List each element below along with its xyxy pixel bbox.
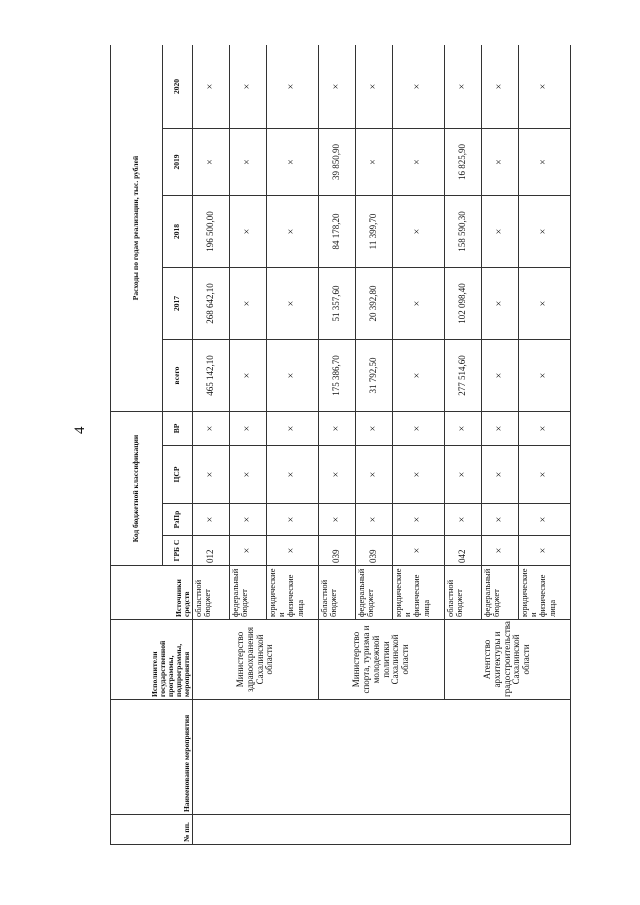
header-2019: 2019 bbox=[163, 129, 193, 196]
y2020-cell: × bbox=[393, 45, 445, 129]
document-sheet bbox=[110, 45, 610, 845]
csr-cell: × bbox=[267, 446, 319, 504]
y2019-cell: × bbox=[356, 129, 393, 196]
cell-num bbox=[193, 815, 571, 845]
source-cell: областной бюджет bbox=[445, 566, 482, 620]
y2017-cell: 20 392,80 bbox=[356, 268, 393, 340]
y2019-cell: 16 825,90 bbox=[445, 129, 482, 196]
y2020-cell: × bbox=[193, 45, 230, 129]
grbs-cell: 012 bbox=[193, 536, 230, 566]
y2017-cell: × bbox=[230, 268, 267, 340]
y2017-cell: 102 098,40 bbox=[445, 268, 482, 340]
y2018-cell: × bbox=[482, 196, 519, 268]
header-num: № пп. bbox=[111, 815, 193, 845]
rzpr-cell: × bbox=[445, 504, 482, 536]
vr-cell: × bbox=[193, 412, 230, 446]
vr-cell: × bbox=[445, 412, 482, 446]
header-vr: ВР bbox=[163, 412, 193, 446]
rzpr-cell: × bbox=[519, 504, 571, 536]
y2018-cell: × bbox=[519, 196, 571, 268]
header-total: всего bbox=[163, 340, 193, 412]
y2017-cell: × bbox=[393, 268, 445, 340]
header-2017: 2017 bbox=[163, 268, 193, 340]
grbs-cell: 039 bbox=[356, 536, 393, 566]
rzpr-cell: × bbox=[319, 504, 356, 536]
csr-cell: × bbox=[445, 446, 482, 504]
header-executor: Исполнители государственной программы, подпрограммы, мероприятия bbox=[111, 620, 193, 700]
total-cell: 31 792,50 bbox=[356, 340, 393, 412]
rotated-table-container bbox=[110, 45, 610, 845]
table-row bbox=[193, 45, 230, 845]
expenses-table bbox=[110, 45, 571, 845]
y2019-cell: × bbox=[393, 129, 445, 196]
rzpr-cell: × bbox=[393, 504, 445, 536]
page-number: 4 bbox=[72, 426, 88, 434]
rzpr-cell: × bbox=[193, 504, 230, 536]
y2018-cell: 196 500,00 bbox=[193, 196, 230, 268]
grbs-cell: 042 bbox=[445, 536, 482, 566]
csr-cell: × bbox=[193, 446, 230, 504]
total-cell: × bbox=[267, 340, 319, 412]
y2020-cell: × bbox=[267, 45, 319, 129]
csr-cell: × bbox=[230, 446, 267, 504]
source-cell: федеральный бюджет bbox=[482, 566, 519, 620]
y2017-cell: × bbox=[519, 268, 571, 340]
executor-cell: Министерство спорта, туризма и молодежной политики Сахалинской области bbox=[319, 620, 445, 700]
header-2018: 2018 bbox=[163, 196, 193, 268]
grbs-cell: × bbox=[482, 536, 519, 566]
csr-cell: × bbox=[482, 446, 519, 504]
total-cell: 465 142,10 bbox=[193, 340, 230, 412]
header-2020: 2020 bbox=[163, 45, 193, 129]
header-name: Наименование мероприятия bbox=[111, 700, 193, 815]
y2019-cell: × bbox=[230, 129, 267, 196]
y2018-cell: 11 399,70 bbox=[356, 196, 393, 268]
rzpr-cell: × bbox=[267, 504, 319, 536]
y2018-cell: × bbox=[267, 196, 319, 268]
total-cell: × bbox=[519, 340, 571, 412]
y2019-cell: × bbox=[267, 129, 319, 196]
y2020-cell: × bbox=[482, 45, 519, 129]
y2020-cell: × bbox=[356, 45, 393, 129]
vr-cell: × bbox=[267, 412, 319, 446]
total-cell: × bbox=[230, 340, 267, 412]
csr-cell: × bbox=[319, 446, 356, 504]
total-cell: × bbox=[482, 340, 519, 412]
header-source: Источники средств bbox=[111, 566, 193, 620]
source-cell: юридические и физические лица bbox=[393, 566, 445, 620]
y2020-cell: × bbox=[230, 45, 267, 129]
csr-cell: × bbox=[356, 446, 393, 504]
source-cell: областной бюджет bbox=[319, 566, 356, 620]
csr-cell: × bbox=[393, 446, 445, 504]
y2017-cell: 51 357,60 bbox=[319, 268, 356, 340]
source-cell: юридические и физические лица bbox=[267, 566, 319, 620]
source-cell: областной бюджет bbox=[193, 566, 230, 620]
source-cell: федеральный бюджет bbox=[356, 566, 393, 620]
header-grbs: ГРБ С bbox=[163, 536, 193, 566]
y2019-cell: 39 850,90 bbox=[319, 129, 356, 196]
vr-cell: × bbox=[482, 412, 519, 446]
y2018-cell: 84 178,20 bbox=[319, 196, 356, 268]
grbs-cell: × bbox=[267, 536, 319, 566]
vr-cell: × bbox=[319, 412, 356, 446]
y2019-cell: × bbox=[519, 129, 571, 196]
vr-cell: × bbox=[393, 412, 445, 446]
executor-cell: Министерство здравоохранения Сахалинской области bbox=[193, 620, 319, 700]
rzpr-cell: × bbox=[230, 504, 267, 536]
y2017-cell: × bbox=[267, 268, 319, 340]
y2018-cell: × bbox=[393, 196, 445, 268]
y2020-cell: × bbox=[445, 45, 482, 129]
grbs-cell: × bbox=[230, 536, 267, 566]
y2017-cell: × bbox=[482, 268, 519, 340]
grbs-cell: × bbox=[393, 536, 445, 566]
executor-cell: Агентство архитектуры и градостроительства Сахалинской области bbox=[445, 620, 571, 700]
y2018-cell: 158 590,30 bbox=[445, 196, 482, 268]
header-csr: ЦСР bbox=[163, 446, 193, 504]
csr-cell: × bbox=[519, 446, 571, 504]
y2020-cell: × bbox=[319, 45, 356, 129]
y2019-cell: × bbox=[482, 129, 519, 196]
header-budget-code: Код бюджетной классификации bbox=[111, 412, 163, 566]
source-cell: федеральный бюджет bbox=[230, 566, 267, 620]
header-rzpr: РзПр bbox=[163, 504, 193, 536]
y2018-cell: × bbox=[230, 196, 267, 268]
rzpr-cell: × bbox=[356, 504, 393, 536]
y2020-cell: × bbox=[519, 45, 571, 129]
total-cell: × bbox=[393, 340, 445, 412]
y2019-cell: × bbox=[193, 129, 230, 196]
source-cell: юридические и физические лица bbox=[519, 566, 571, 620]
vr-cell: × bbox=[356, 412, 393, 446]
total-cell: 277 514,60 bbox=[445, 340, 482, 412]
header-expenses: Расходы по годам реализации, тыс. рублей bbox=[111, 45, 163, 412]
vr-cell: × bbox=[519, 412, 571, 446]
grbs-cell: 039 bbox=[319, 536, 356, 566]
rzpr-cell: × bbox=[482, 504, 519, 536]
y2017-cell: 268 642,10 bbox=[193, 268, 230, 340]
vr-cell: × bbox=[230, 412, 267, 446]
grbs-cell: × bbox=[519, 536, 571, 566]
total-cell: 175 386,70 bbox=[319, 340, 356, 412]
cell-measure-name bbox=[193, 700, 571, 815]
